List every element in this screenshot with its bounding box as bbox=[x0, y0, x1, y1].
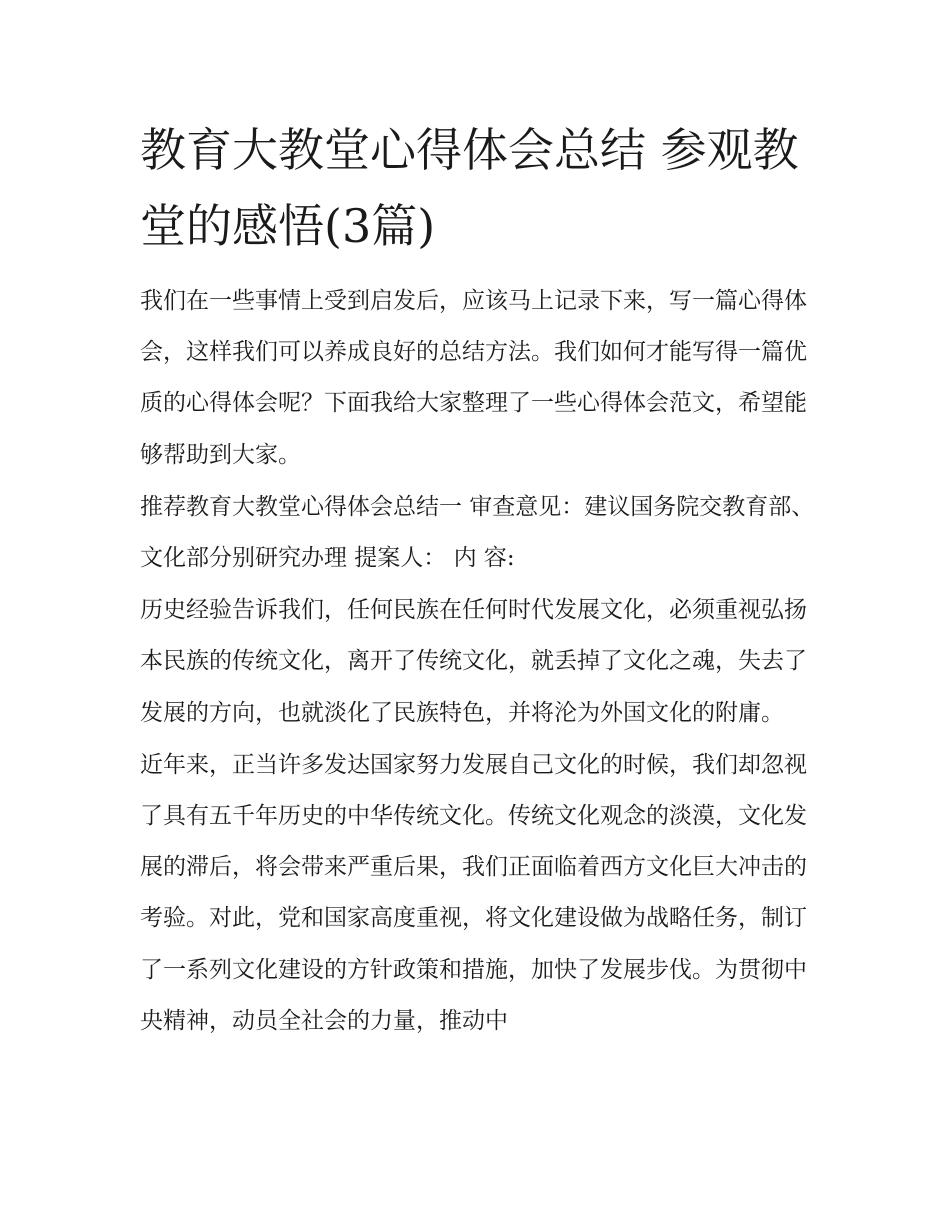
document-body bbox=[140, 276, 815, 1048]
intro-paragraph: 我们在一些事情上受到启发后，应该马上记录下来，写一篇心得体会，这样我们可以养成良好的总结方法。我们如何才能写得一篇优质的心得体会呢？下面我给大家整理了一些心得体会范文，希望能够帮助到大家。 bbox=[140, 288, 807, 468]
section-heading-paragraph: 推荐教育大教堂心得体会总结一 审查意见：建议国务院交教育部、文化部分别研究办理 提案人： 内 容: bbox=[140, 493, 815, 572]
document-title: 教育大教堂心得体会总结 参观教堂的感悟(3篇) bbox=[140, 123, 799, 253]
body-paragraph-history: 历史经验告诉我们，任何民族在任何时代发展文化，必须重视弘扬本民族的传统文化，离开了传统文化，就丢掉了文化之魂，失去了发展的方向，也就淡化了民族特色，并将沦为外国文化的附庸。 bbox=[140, 597, 807, 726]
body-paragraph-recent-years: 近年来，正当许多发达国家努力发展自己文化的时候，我们却忽视了具有五千年历史的中华传统文化。传统文化观念的淡漠，文化发展的滞后，将会带来严重后果，我们正面临着西方文化巨大冲击的考验。对此，党和国家高度重视，将文化建设做为战略任务，制订了一系列文化建设的方针政策和措施，加快了发展步伐。为贯彻中央精神，动员全社会的力量，推动中 bbox=[140, 751, 807, 1034]
